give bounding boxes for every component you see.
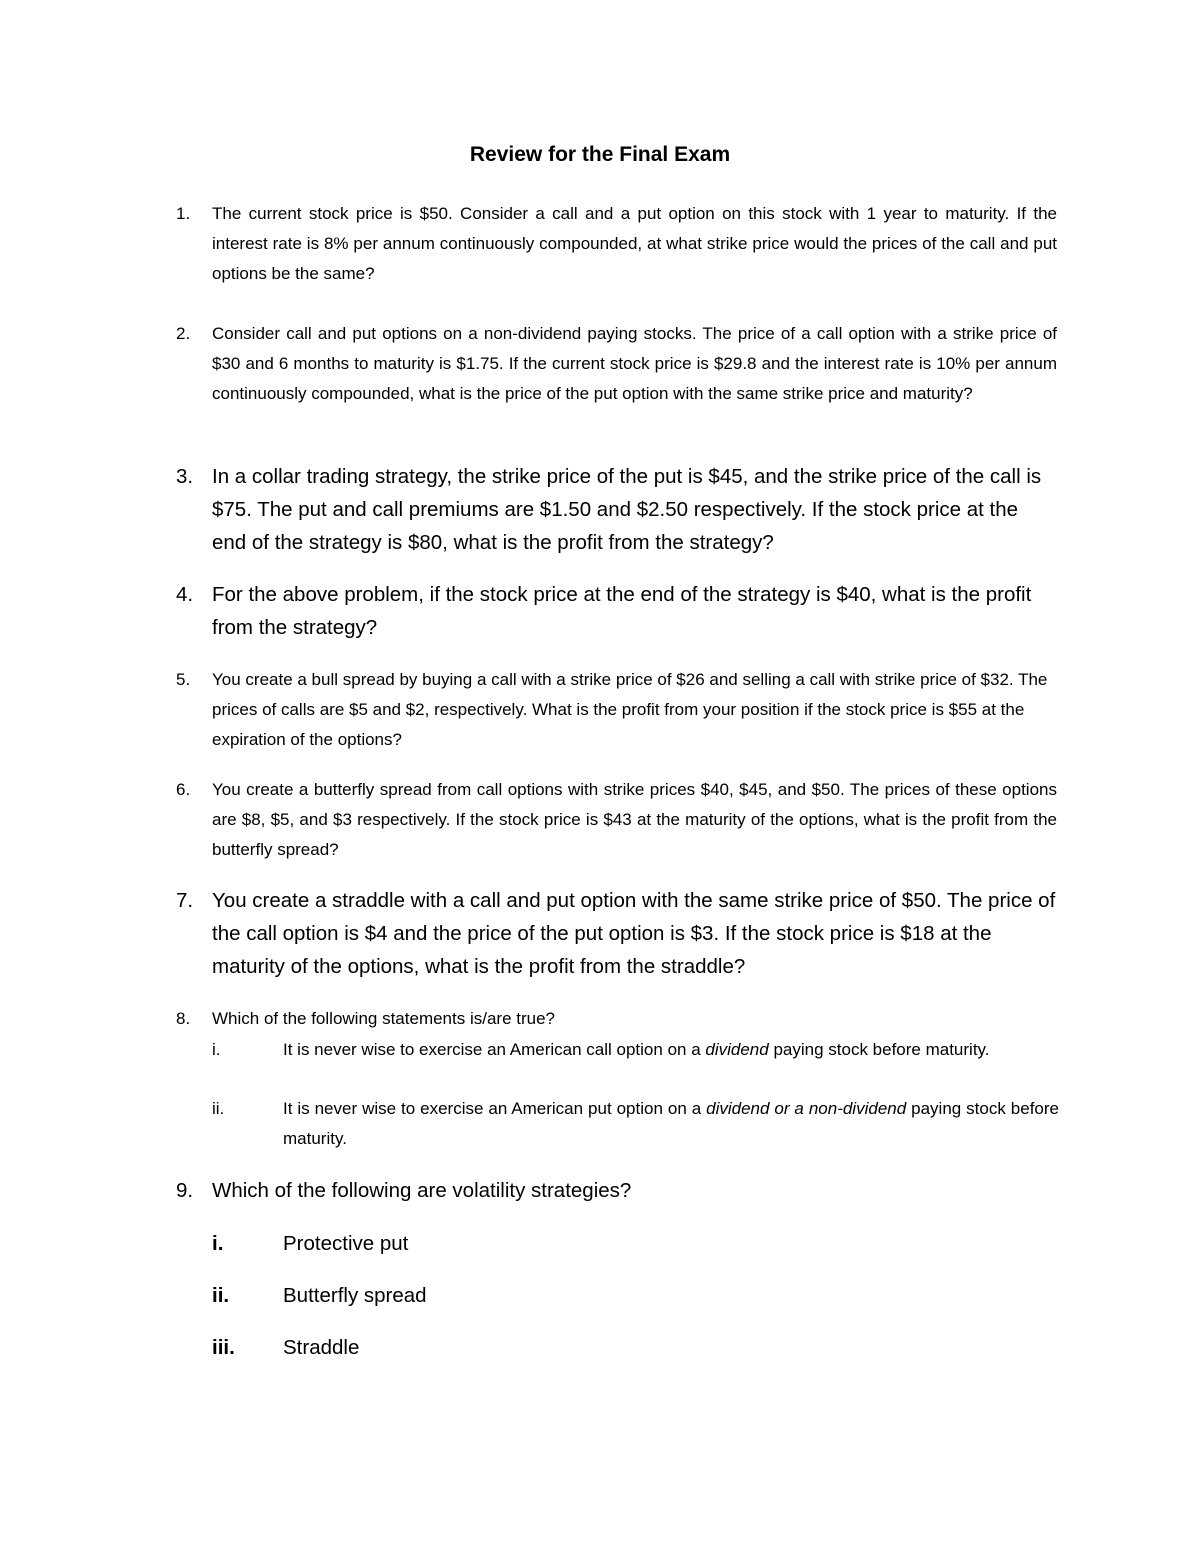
question-text: The current stock price is $50. Consider a call and a put option on this stock with 1 year to maturity. If the interest rate is 8% per annum continuously compounded, at what strike price would the prices of the call and put options be the same? (212, 204, 1057, 283)
question-text: For the above problem, if the stock price at the end of the strategy is $40, what is the profit from the strategy? (212, 583, 1032, 639)
question-9 (176, 1174, 1057, 1207)
question-number: 1. (176, 204, 191, 223)
question-number: 7. (176, 889, 194, 912)
strategy-item (212, 1227, 1059, 1260)
question-number: 2. (176, 324, 191, 343)
roman-numeral: ii. (212, 1284, 230, 1307)
statement-item (212, 1094, 1059, 1154)
question-number: 9. (176, 1179, 194, 1202)
statement-text-end: paying stock before maturity. (768, 1040, 990, 1059)
question-4 (176, 578, 1057, 644)
question-number: 3. (176, 465, 194, 488)
question-5 (176, 665, 1057, 755)
question-number: 6. (176, 780, 191, 799)
question-1 (176, 199, 1057, 289)
question-2 (176, 319, 1057, 409)
strategy-name: Straddle (283, 1336, 360, 1359)
statement-text-start: It is never wise to exercise an American put option on a (283, 1099, 707, 1118)
question-8 (176, 1004, 1057, 1034)
question-text: Which of the following statements is/are true? (212, 1009, 555, 1028)
statement-emphasis: dividend (705, 1040, 769, 1059)
strategy-name: Protective put (283, 1232, 409, 1255)
strategy-item (212, 1279, 1059, 1312)
question-text: You create a bull spread by buying a call with a strike price of $26 and selling a call with strike price of $32. The prices of calls are $5 and $2, respectively. What is the profit from your position if the stock price is $55 at the expiration of the options? (212, 670, 1048, 749)
roman-numeral: i. (212, 1040, 221, 1059)
question-number: 8. (176, 1009, 191, 1028)
question-text: In a collar trading strategy, the strike price of the put is $45, and the strike price of the call is $75. The put and call premiums are $1.50 and $2.50 respectively. If the stock price at the end of the strategy is $80, what is the profit from the strategy? (212, 465, 1042, 554)
statement-emphasis: dividend or a non-dividend (706, 1099, 907, 1118)
question-text: You create a straddle with a call and put option with the same strike price of $50. The price of the call option is $4 and the price of the put option is $3. If the stock price is $18 at the maturity of the options, what is the profit from the straddle? (212, 889, 1056, 978)
question-number: 4. (176, 583, 194, 606)
question-3 (176, 460, 1057, 559)
roman-numeral: i. (212, 1232, 224, 1255)
question-number: 5. (176, 670, 191, 689)
statement-text-start: It is never wise to exercise an American call option on a (283, 1040, 706, 1059)
question-text: Consider call and put options on a non-dividend paying stocks. The price of a call option with a strike price of $30 and 6 months to maturity is $1.75. If the current stock price is $29.8 and the interest rate is 10% per annum continuously compounded, what is the price of the put option with the same strike price and maturity? (212, 324, 1057, 403)
question-7 (176, 884, 1057, 983)
roman-numeral: iii. (212, 1336, 235, 1359)
roman-numeral: ii. (212, 1099, 225, 1118)
question-text: You create a butterfly spread from call options with strike prices $40, $45, and $50. The prices of these options are $8, $5, and $3 respectively. If the stock price is $43 at the maturity of the options, what is the profit from the butterfly spread? (212, 780, 1057, 859)
statement-text-end: paying stock before maturity. (283, 1099, 1059, 1148)
question-text: Which of the following are volatility strategies? (212, 1179, 632, 1202)
page-title: Review for the Final Exam (469, 143, 731, 166)
strategy-name: Butterfly spread (283, 1284, 427, 1307)
strategy-item (212, 1331, 1059, 1364)
statement-item (212, 1035, 1059, 1065)
question-6 (176, 775, 1057, 865)
